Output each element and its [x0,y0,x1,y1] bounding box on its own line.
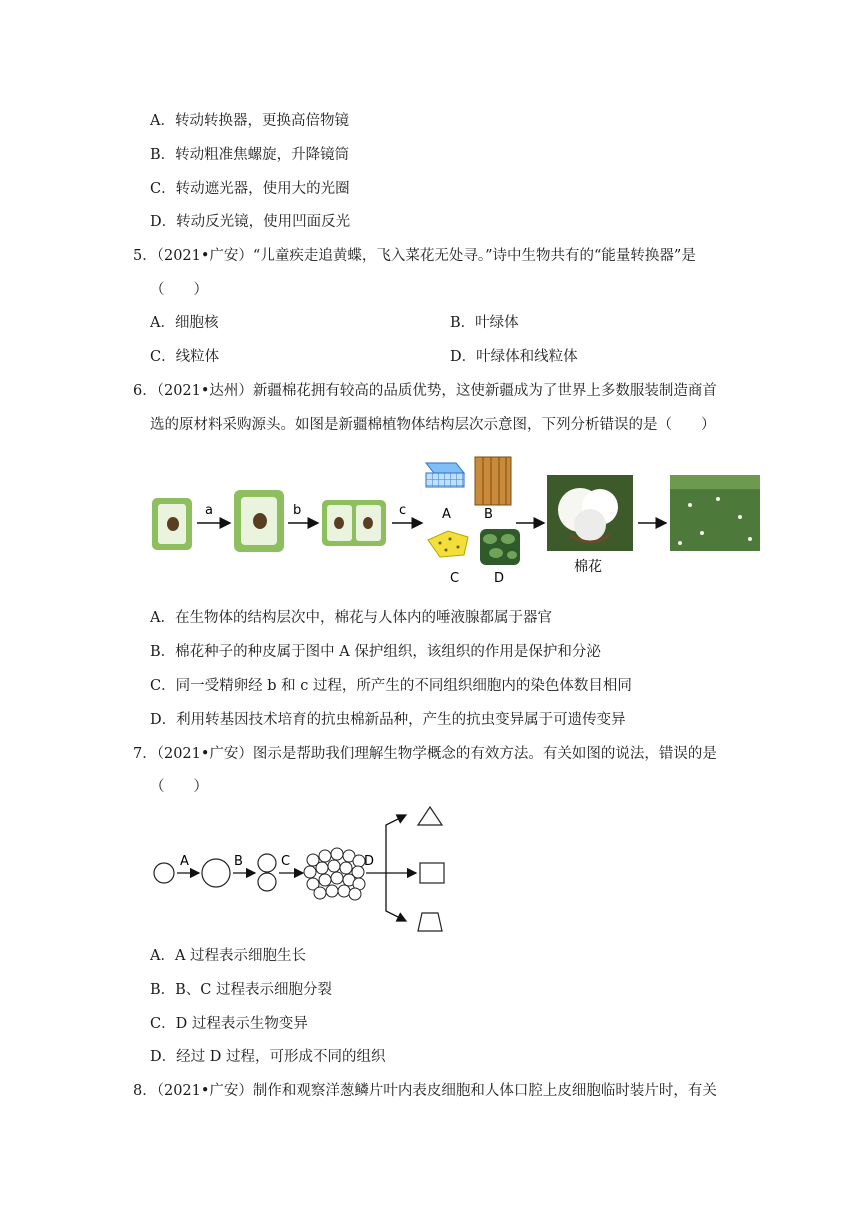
q4-option-a: A．转动转换器，更换高倍物镜 [150,113,349,129]
grown-cell [234,490,284,552]
q7-option-c: C．D 过程表示生物变异 [150,1016,308,1032]
q4-option-b: B．转动粗准焦螺旋，升降镜筒 [150,147,350,163]
q6-option-a: A．在生物体的结构层次中，棉花与人体内的唾液腺都属于器官 [150,610,552,626]
tissue-d-label: D [494,571,505,586]
q5-option-b: B．叶绿体 [450,315,519,331]
q8-stem: 8．（2021•广安）制作和观察洋葱鳞片叶内表皮细胞和人体口腔上皮细胞临时装片时，有关 [133,1083,717,1099]
q5-stem: 5．（2021•广安）“儿童疾走追黄蝶，飞入菜花无处寻。”诗中生物共有的“能量转换器”是 [133,248,696,264]
tissue-c-label: C [450,571,460,586]
cotton-plant-image [670,475,760,551]
arrow-A-label: A [180,854,189,869]
tissue-c-icon [428,531,468,557]
q5-answer-blank: （ ） [150,282,208,298]
divided-cell-top [258,854,276,872]
q6-option-d: D．利用转基因技术培育的抗虫棉新品种，产生的抗虫变异属于可遗传变异 [150,712,626,728]
q6-stem: 6．（2021•达州）新疆棉花拥有较高的品质优势，这使新疆成为了世界上多数服装制造商首 [133,383,717,399]
q7-option-a: A．A 过程表示细胞生长 [150,948,307,964]
q7-option-b: B．B、C 过程表示细胞分裂 [150,982,333,998]
arrow-b-label: b [293,503,302,518]
q4-option-d: D．转动反光镜，使用凹面反光 [150,214,351,230]
divided-cell-bottom [258,873,276,891]
tissue-d-icon [480,529,520,565]
arrow-a-label: a [205,503,213,518]
cotton-boll-image [547,475,633,551]
grown-cell-circle [202,859,230,887]
cell-cluster [304,848,365,900]
tissue-a-label: A [442,507,451,522]
q7-option-d: D．经过 D 过程，可形成不同的组织 [150,1049,386,1065]
tissue-b-label: B [484,507,493,522]
q4-option-c: C．转动遮光器，使用大的光圈 [150,181,350,197]
q5-option-c: C．线粒体 [150,349,220,365]
divided-cells [322,500,386,546]
arrow-c-label: c [399,503,407,518]
arrow-D-up [386,815,406,873]
q6-option-b: B．棉花种子的种皮属于图中 A 保护组织，该组织的作用是保护和分泌 [150,644,601,660]
square-shape [420,863,444,883]
q5-option-d: D．叶绿体和线粒体 [450,349,578,365]
q6-option-c: C．同一受精卵经 b 和 c 过程，所产生的不同组织细胞内的染色体数目相同 [150,678,632,694]
arrow-D-down [386,873,406,921]
q7-cell-process-figure [150,805,460,935]
trapezoid-shape [418,913,442,931]
arrow-B-label: B [234,854,243,869]
q6-cotton-structure-figure [150,455,765,590]
q6-stem-cont: 选的原材料采购源头。如图是新疆棉植物体结构层次示意图，下列分析错误的是（ ） [150,417,716,433]
triangle-shape [418,807,442,825]
q5-option-a: A．细胞核 [150,315,219,331]
small-cell-circle [154,863,174,883]
tissue-b-icon [475,457,511,505]
tissue-a-icon [426,463,464,487]
zygote-cell [152,498,192,550]
q7-answer-blank: （ ） [150,779,208,795]
arrow-C-label: C [281,854,291,869]
organ-label: 棉花 [574,559,602,575]
arrow-D-label: D [364,854,375,869]
q7-stem: 7．（2021•广安）图示是帮助我们理解生物学概念的有效方法。有关如图的说法，错误的是 [133,746,717,762]
